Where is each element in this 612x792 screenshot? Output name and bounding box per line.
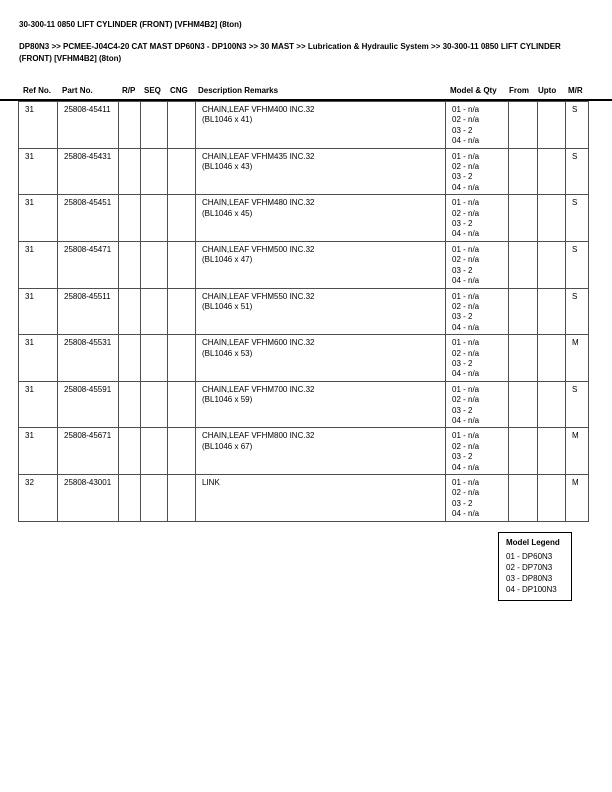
table-row	[19, 241, 589, 288]
remarks-text: (BL1046 x 53)	[202, 348, 253, 358]
remarks-text: (BL1046 x 45)	[202, 208, 253, 218]
upto-cell	[538, 335, 566, 382]
cng-cell	[168, 195, 196, 242]
rp-cell	[119, 148, 141, 195]
model-qty-line: 03 - 2	[452, 405, 473, 415]
model-qty-line: 03 - 2	[452, 452, 473, 462]
mr-cell: S	[566, 381, 589, 428]
cng-cell	[168, 241, 196, 288]
model-qty-line: 02 - n/a	[452, 255, 480, 265]
remarks-text: (BL1046 x 51)	[202, 301, 253, 311]
model-qty-line: 02 - n/a	[452, 348, 480, 358]
part-no-cell: 25808-45471	[58, 241, 119, 288]
model-qty-cell	[446, 381, 509, 428]
model-qty-cell	[446, 288, 509, 335]
mr-cell: M	[566, 428, 589, 475]
table-row	[19, 475, 589, 522]
rp-cell	[119, 195, 141, 242]
from-cell	[509, 381, 538, 428]
model-qty-line: 03 - 2	[452, 219, 473, 229]
description-cell	[196, 288, 446, 335]
description-cell	[196, 475, 446, 522]
model-qty-line: 03 - 2	[452, 498, 473, 508]
model-qty-line: 01 - n/a	[452, 198, 480, 208]
from-cell	[509, 102, 538, 149]
rp-cell	[119, 335, 141, 382]
ref-no-cell: 31	[19, 195, 58, 242]
upto-cell	[538, 475, 566, 522]
seq-cell	[141, 288, 168, 335]
description-text: CHAIN,LEAF VFHM480 INC.32	[202, 198, 315, 208]
rp-cell	[119, 428, 141, 475]
cng-cell	[168, 428, 196, 475]
rp-cell	[119, 475, 141, 522]
table-row	[19, 148, 589, 195]
parts-table-body	[19, 102, 589, 522]
mr-cell: M	[566, 335, 589, 382]
parts-table	[18, 101, 589, 522]
seq-cell	[141, 195, 168, 242]
seq-cell	[141, 241, 168, 288]
part-no-cell: 25808-45591	[58, 381, 119, 428]
model-qty-line: 02 - n/a	[452, 441, 480, 451]
model-qty-line: 04 - n/a	[452, 229, 480, 239]
ref-no-cell: 31	[19, 428, 58, 475]
page-title: 30-300-11 0850 LIFT CYLINDER (FRONT) [VFHM4B2] (8ton)	[19, 20, 242, 29]
description-text: CHAIN,LEAF VFHM600 INC.32	[202, 338, 315, 348]
description-cell	[196, 195, 446, 242]
upto-cell	[538, 241, 566, 288]
description-cell	[196, 102, 446, 149]
model-qty-line: 01 - n/a	[452, 244, 480, 254]
column-header-mr: M/R	[568, 86, 583, 95]
model-qty-line: 01 - n/a	[452, 338, 480, 348]
from-cell	[509, 148, 538, 195]
model-qty-line: 04 - n/a	[452, 276, 480, 286]
model-legend-item: 01 - DP60N3	[506, 552, 553, 561]
mr-cell: S	[566, 148, 589, 195]
description-text: CHAIN,LEAF VFHM400 INC.32	[202, 105, 315, 114]
model-qty-cell	[446, 102, 509, 149]
column-header-ref-no: Ref No.	[23, 86, 51, 95]
cng-cell	[168, 335, 196, 382]
ref-no-cell: 31	[19, 381, 58, 428]
model-qty-cell	[446, 241, 509, 288]
model-qty-cell	[446, 428, 509, 475]
table-row	[19, 102, 589, 149]
column-header-seq: SEQ	[144, 86, 161, 95]
model-qty-line: 02 - n/a	[452, 301, 480, 311]
model-qty-cell	[446, 195, 509, 242]
remarks-text: (BL1046 x 43)	[202, 162, 253, 172]
part-no-cell: 25808-45411	[58, 102, 119, 149]
model-legend-item: 03 - DP80N3	[506, 574, 553, 583]
column-header-model-qty: Model & Qty	[450, 86, 497, 95]
column-header-part-no: Part No.	[62, 86, 93, 95]
table-column-headers	[18, 86, 588, 95]
column-header-cng: CNG	[170, 86, 188, 95]
description-cell	[196, 148, 446, 195]
mr-cell: S	[566, 288, 589, 335]
model-qty-line: 02 - n/a	[452, 115, 480, 125]
remarks-text: (BL1046 x 41)	[202, 115, 253, 125]
model-qty-line: 04 - n/a	[452, 136, 480, 146]
model-legend	[498, 532, 572, 601]
seq-cell	[141, 148, 168, 195]
ref-no-cell: 31	[19, 148, 58, 195]
from-cell	[509, 241, 538, 288]
description-text: CHAIN,LEAF VFHM700 INC.32	[202, 384, 315, 394]
model-qty-line: 03 - 2	[452, 265, 473, 275]
upto-cell	[538, 148, 566, 195]
rp-cell	[119, 288, 141, 335]
remarks-text: (BL1046 x 59)	[202, 395, 253, 405]
table-row	[19, 428, 589, 475]
rp-cell	[119, 102, 141, 149]
cng-cell	[168, 288, 196, 335]
from-cell	[509, 288, 538, 335]
part-no-cell: 25808-45451	[58, 195, 119, 242]
model-qty-line: 01 - n/a	[452, 105, 480, 114]
model-legend-item: 04 - DP100N3	[506, 585, 557, 594]
cng-cell	[168, 148, 196, 195]
table-row	[19, 381, 589, 428]
ref-no-cell: 32	[19, 475, 58, 522]
seq-cell	[141, 428, 168, 475]
model-qty-line: 04 - n/a	[452, 322, 480, 332]
from-cell	[509, 335, 538, 382]
model-qty-line: 02 - n/a	[452, 395, 480, 405]
description-cell	[196, 428, 446, 475]
part-no-cell: 25808-45431	[58, 148, 119, 195]
rp-cell	[119, 241, 141, 288]
mr-cell: M	[566, 475, 589, 522]
description-text: LINK	[202, 478, 220, 487]
mr-cell: S	[566, 195, 589, 242]
model-qty-line: 01 - n/a	[452, 291, 480, 301]
table-row	[19, 288, 589, 335]
ref-no-cell: 31	[19, 288, 58, 335]
description-cell	[196, 335, 446, 382]
column-header-from: From	[509, 86, 529, 95]
upto-cell	[538, 195, 566, 242]
model-qty-line: 02 - n/a	[452, 488, 480, 498]
model-qty-line: 04 - n/a	[452, 182, 480, 192]
seq-cell	[141, 102, 168, 149]
description-text: CHAIN,LEAF VFHM550 INC.32	[202, 291, 315, 301]
model-qty-line: 02 - n/a	[452, 162, 480, 172]
remarks-text: (BL1046 x 47)	[202, 255, 253, 265]
model-qty-line: 04 - n/a	[452, 509, 480, 519]
seq-cell	[141, 381, 168, 428]
ref-no-cell: 31	[19, 335, 58, 382]
model-qty-cell	[446, 475, 509, 522]
rp-cell	[119, 381, 141, 428]
cng-cell	[168, 381, 196, 428]
part-no-cell: 25808-45511	[58, 288, 119, 335]
from-cell	[509, 475, 538, 522]
model-qty-line: 04 - n/a	[452, 415, 480, 425]
from-cell	[509, 428, 538, 475]
model-legend-title: Model Legend	[506, 538, 560, 547]
model-qty-line: 01 - n/a	[452, 431, 480, 441]
model-qty-cell	[446, 148, 509, 195]
model-qty-line: 01 - n/a	[452, 384, 480, 394]
column-header-description: Description Remarks	[198, 86, 279, 95]
model-qty-line: 03 - 2	[452, 125, 473, 135]
column-header-rp: R/P	[122, 86, 136, 95]
description-text: CHAIN,LEAF VFHM500 INC.32	[202, 244, 315, 254]
model-legend-item: 02 - DP70N3	[506, 563, 553, 572]
model-qty-line: 01 - n/a	[452, 151, 480, 161]
upto-cell	[538, 102, 566, 149]
description-text: CHAIN,LEAF VFHM435 INC.32	[202, 151, 315, 161]
remarks-text: (BL1046 x 67)	[202, 441, 253, 451]
breadcrumb: DP80N3 >> PCMEE-J04C4-20 CAT MAST DP60N3 - DP100N3 >> 30 MAST >> Lubrication & Hydraulic System >> 30-300-11 0850 LIFT CYLINDER (FRONT) [VFHM4B2] (8ton)	[19, 42, 561, 63]
ref-no-cell: 31	[19, 102, 58, 149]
table-row	[19, 335, 589, 382]
model-qty-line: 03 - 2	[452, 312, 473, 322]
mr-cell: S	[566, 241, 589, 288]
model-qty-line: 04 - n/a	[452, 462, 480, 472]
upto-cell	[538, 381, 566, 428]
description-cell	[196, 381, 446, 428]
column-header-upto: Upto	[538, 86, 557, 95]
upto-cell	[538, 428, 566, 475]
upto-cell	[538, 288, 566, 335]
model-qty-line: 04 - n/a	[452, 369, 480, 379]
part-no-cell: 25808-43001	[58, 475, 119, 522]
seq-cell	[141, 475, 168, 522]
model-qty-line: 03 - 2	[452, 172, 473, 182]
ref-no-cell: 31	[19, 241, 58, 288]
from-cell	[509, 195, 538, 242]
description-cell	[196, 241, 446, 288]
model-qty-cell	[446, 335, 509, 382]
cng-cell	[168, 475, 196, 522]
description-text: CHAIN,LEAF VFHM800 INC.32	[202, 431, 315, 441]
seq-cell	[141, 335, 168, 382]
part-no-cell: 25808-45531	[58, 335, 119, 382]
cng-cell	[168, 102, 196, 149]
model-qty-line: 03 - 2	[452, 358, 473, 368]
table-row	[19, 195, 589, 242]
model-qty-line: 02 - n/a	[452, 208, 480, 218]
model-qty-line: 01 - n/a	[452, 478, 480, 487]
part-no-cell: 25808-45671	[58, 428, 119, 475]
mr-cell: S	[566, 102, 589, 149]
